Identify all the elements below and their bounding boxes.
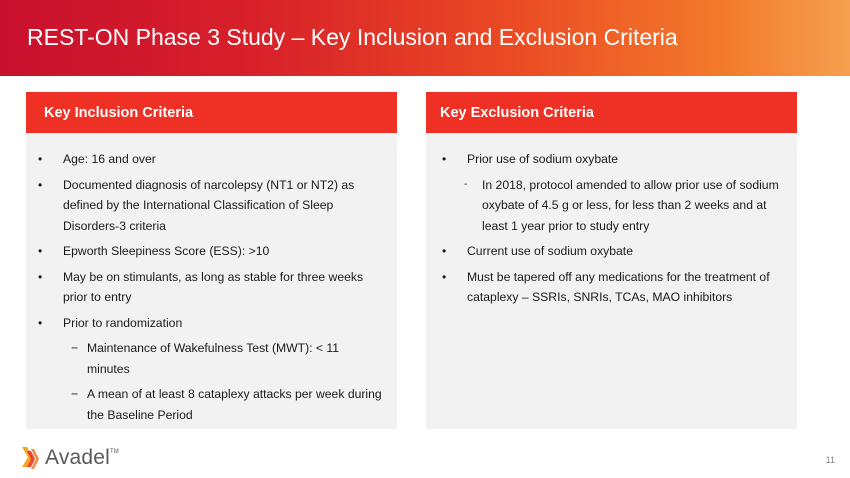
bullet-icon: • — [38, 315, 43, 330]
bullet-icon: • — [442, 152, 447, 166]
list-item-text: Epworth Sleepiness Score (ESS): >10 — [63, 244, 270, 258]
list-item — [26, 313, 397, 334]
inclusion-criteria-list — [26, 133, 397, 425]
list-item-text: May be on stimulants, as long as stable for three weeks prior to entry — [63, 269, 364, 304]
sub-list-item — [426, 175, 797, 237]
exclusion-criteria-header: Key Exclusion Criteria — [426, 92, 797, 133]
list-item-text: Age: 16 and over — [63, 152, 156, 166]
title-bar — [0, 0, 850, 76]
sub-list-item-text: Maintenance of Wakefulness Test (MWT): < 11 minutes — [87, 341, 340, 376]
sub-list-item — [26, 338, 397, 379]
page-number: 11 — [825, 455, 835, 465]
exclusion-criteria-panel — [426, 92, 797, 429]
inclusion-criteria-header: Key Inclusion Criteria — [26, 92, 397, 133]
trademark-symbol: TM — [110, 449, 119, 455]
sub-list-item-text: In 2018, protocol amended to allow prior use of sodium oxybate of 4.5 g or less, for less than 2 weeks and at least 1 year prior to study entry — [482, 177, 779, 233]
list-item — [26, 149, 397, 170]
list-item-text: Prior use of sodium oxybate — [467, 152, 619, 166]
list-item — [26, 241, 397, 262]
bullet-icon: • — [442, 269, 447, 284]
bullet-icon: • — [38, 152, 43, 166]
inclusion-criteria-panel — [26, 92, 397, 429]
bullet-icon: • — [38, 244, 43, 258]
list-item — [26, 175, 397, 237]
sub-list-item-text: A mean of at least 8 cataplexy attacks per week during the Baseline Period — [87, 387, 382, 422]
list-item — [426, 149, 797, 170]
bullet-icon: • — [442, 244, 447, 258]
exclusion-criteria-list — [426, 133, 797, 308]
slide-title: REST-ON Phase 3 Study – Key Inclusion and Exclusion Criteria — [27, 24, 678, 50]
list-item — [426, 267, 797, 308]
bullet-icon: • — [38, 177, 43, 192]
avadel-chevron-logo-icon — [20, 445, 42, 471]
logo-wordmark: Avadel — [45, 446, 111, 469]
avadel-logo — [20, 443, 119, 473]
list-item-text: Current use of sodium oxybate — [467, 244, 633, 258]
list-item — [426, 241, 797, 262]
list-item — [26, 267, 397, 308]
dash-icon: - — [464, 178, 468, 190]
dash-icon: − — [71, 341, 79, 355]
sub-list-item — [26, 384, 397, 425]
bullet-icon: • — [38, 269, 43, 284]
dash-icon: − — [71, 387, 79, 401]
list-item-text: Documented diagnosis of narcolepsy (NT1 or NT2) as defined by the International Classification of Sleep Disorders-3 criteria — [63, 177, 355, 233]
list-item-text: Must be tapered off any medications for the treatment of cataplexy – SSRIs, SNRIs, TCAs, MAO inhibitors — [467, 269, 770, 304]
list-item-text: Prior to randomization — [63, 315, 183, 330]
